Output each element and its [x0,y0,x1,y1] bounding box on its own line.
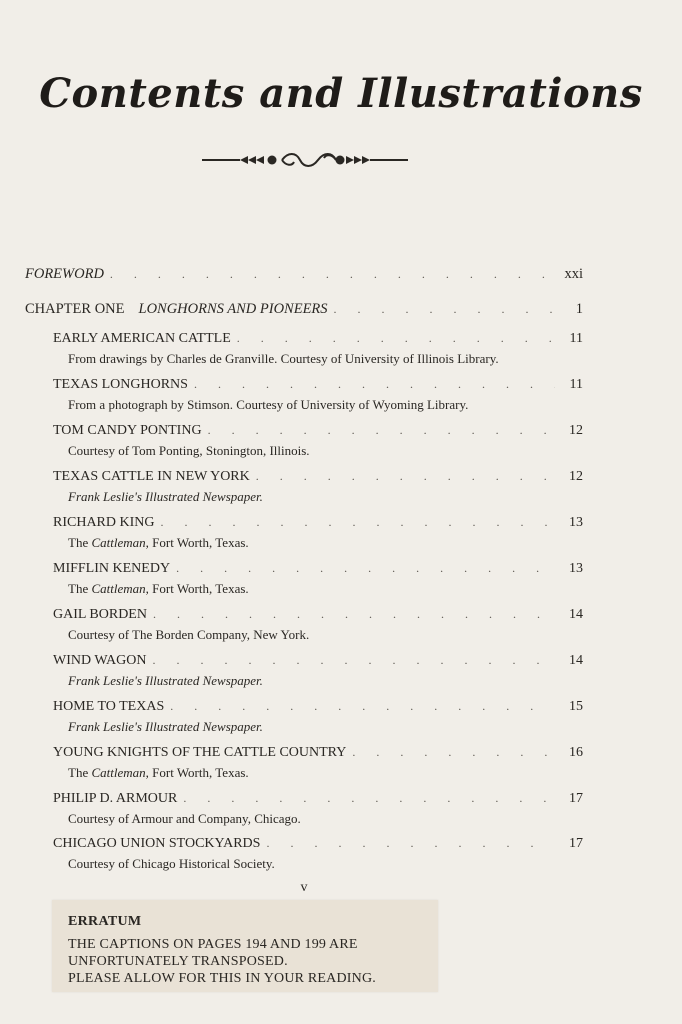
dot-leader [170,699,555,714]
entry-credit: Frank Leslie's Illustrated Newspaper. [68,719,263,734]
erratum-line: THE CAPTIONS ON PAGES 194 AND 199 ARE [68,937,358,952]
entry-credit: Courtesy of The Borden Company, New York. [68,627,310,642]
entry-page: 15 [569,699,583,714]
illustration-entry [53,653,583,689]
entry-label: EARLY AMERICAN CATTLE [53,331,231,346]
entry-credit: The Cattleman, Fort Worth, Texas. [68,535,249,550]
erratum-line: PLEASE ALLOW FOR THIS IN YOUR READING. [68,971,376,986]
dot-leader [334,302,555,317]
dot-leader [161,515,556,530]
entry-credit: Courtesy of Tom Ponting, Stonington, Illinois. [68,443,310,458]
entry-label: TOM CANDY PONTING [53,423,202,438]
entry-label: HOME TO TEXAS [53,699,165,714]
chapter-title: LONGHORNS AND PIONEERS [138,301,328,317]
illustration-entry [53,515,583,551]
entry-credit: The Cattleman, Fort Worth, Texas. [68,765,249,780]
illustration-entry [53,745,583,781]
entry-page: 14 [569,607,583,622]
entry-label: TEXAS LONGHORNS [53,377,188,392]
dot-leader [183,791,555,806]
entry-credit: From drawings by Charles de Granville. Courtesy of University of Illinois Library. [68,351,499,366]
page-title: Contents and Illustrations [39,70,643,117]
dot-leader [110,267,555,282]
dot-leader [152,653,555,668]
entry-page: 12 [569,469,583,484]
entry-label: WIND WAGON [53,653,147,668]
entry-page: 17 [569,791,583,806]
erratum-line: UNFORTUNATELY TRANSPOSED. [68,954,288,969]
toc-chapter-one [25,301,583,321]
chapter-number: CHAPTER ONE [25,301,125,317]
entry-page: 14 [569,653,583,668]
dot-leader [266,836,555,851]
entry-credit: Courtesy of Armour and Company, Chicago. [68,811,301,826]
foreword-page: xxi [564,266,583,282]
entry-credit: Frank Leslie's Illustrated Newspaper. [68,673,263,688]
entry-credit: Frank Leslie's Illustrated Newspaper. [68,489,263,504]
entry-label: YOUNG KNIGHTS OF THE CATTLE COUNTRY [53,745,347,760]
illustration-entry [53,561,583,597]
entry-label: PHILIP D. ARMOUR [53,791,178,806]
entry-page: 16 [569,745,583,760]
entry-label: CHICAGO UNION STOCKYARDS [53,836,261,851]
entry-label: GAIL BORDEN [53,607,147,622]
illustration-entry [53,791,583,827]
dot-leader [208,423,555,438]
chapter-page: 1 [575,301,583,317]
entry-label: RICHARD KING [53,515,155,530]
entry-label: TEXAS CATTLE IN NEW YORK [53,469,250,484]
entry-page: 11 [569,331,583,346]
toc-foreword [25,266,583,286]
illustration-entry [53,607,583,643]
page-folio: v [300,880,308,895]
illustration-entry [53,699,583,735]
dot-leader [256,469,555,484]
entry-page: 11 [569,377,583,392]
dot-leader [153,607,555,622]
vine-scroll-ornament-icon [200,150,410,170]
dot-leader [237,331,555,346]
entry-page: 13 [569,515,583,530]
dot-leader [176,561,555,576]
illustration-entry [53,331,583,367]
erratum-slip [52,900,438,992]
illustration-entry [53,377,583,413]
entry-credit: Courtesy of Chicago Historical Society. [68,856,275,871]
illustration-entry [53,469,583,505]
entry-label: MIFFLIN KENEDY [53,561,171,576]
entry-page: 17 [569,836,583,851]
illustration-entry [53,836,583,872]
entry-credit: From a photograph by Stimson. Courtesy of University of Wyoming Library. [68,397,469,412]
foreword-label: FOREWORD [25,266,104,282]
dot-leader [194,377,555,392]
erratum-title: ERRATUM [68,914,142,929]
dot-leader [352,745,555,760]
entry-page: 12 [569,423,583,438]
illustration-entry [53,423,583,459]
entry-credit: The Cattleman, Fort Worth, Texas. [68,581,249,596]
entry-page: 13 [569,561,583,576]
